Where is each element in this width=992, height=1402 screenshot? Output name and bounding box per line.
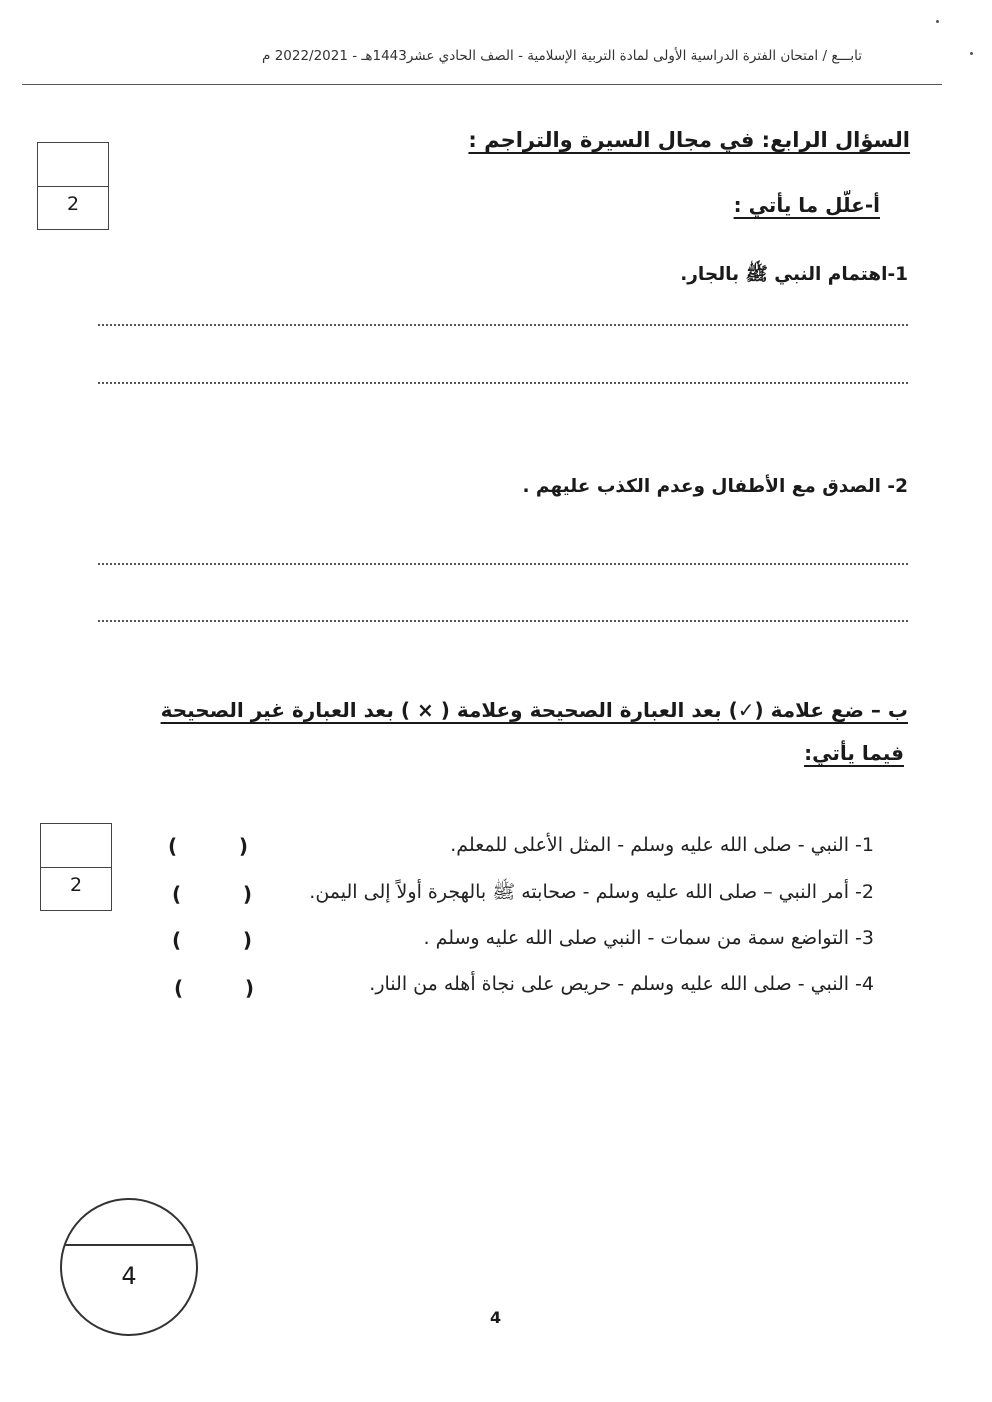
part-a-score: 2 (66, 193, 80, 215)
part-a-item-2: 2- الصدق مع الأطفال وعدم الكذب عليهم . (522, 476, 908, 497)
part-b-heading-continued: فيما يأتي: (804, 741, 904, 765)
answer-slot-1[interactable]: ( ) (168, 834, 248, 858)
score-circle-divider (62, 1244, 196, 1246)
part-b-heading: ب – ضع علامة (✓) بعد العبارة الصحيحة وعلامة ( × ) بعد العبارة غير الصحيحة (160, 698, 908, 722)
part-b-score-box (40, 823, 112, 911)
total-score: 4 (121, 1262, 137, 1290)
scan-speck (970, 52, 973, 55)
tf-statement-4: 4- النبي - صلى الله عليه وسلم - حريص على نجاة أهله من النار. (369, 973, 874, 995)
page-number: 4 (490, 1308, 502, 1327)
answer-slot-4[interactable]: ( ) (174, 976, 254, 1000)
scan-speck (936, 20, 939, 23)
answer-line-1a[interactable] (98, 324, 908, 326)
exam-header: تابـــع / امتحان الفترة الدراسية الأولى لمادة التربية الإسلامية - الصف الحادي عشر1443هـ - 2022/2021 م (262, 48, 862, 64)
score-box-divider (38, 186, 108, 187)
score-box-divider (41, 867, 111, 868)
answer-line-2a[interactable] (98, 563, 908, 565)
total-score-circle (60, 1198, 198, 1336)
tf-statement-3: 3- التواضع سمة من سمات - النبي صلى الله عليه وسلم . (423, 927, 874, 949)
part-a-heading: أ-علّل ما يأتي : (733, 193, 880, 217)
part-b-score: 2 (69, 874, 83, 896)
answer-slot-2[interactable]: ( ) (172, 882, 252, 906)
part-a-score-box (37, 142, 109, 230)
tf-statement-2: 2- أمر النبي – صلى الله عليه وسلم - صحابته ﷺ بالهجرة أولاً إلى اليمن. (309, 881, 874, 903)
header-divider (22, 84, 942, 85)
answer-line-2b[interactable] (98, 620, 908, 622)
part-a-item-1: 1-اهتمام النبي ﷺ بالجار. (680, 264, 908, 285)
answer-slot-3[interactable]: ( ) (172, 928, 252, 952)
tf-statement-1: 1- النبي - صلى الله عليه وسلم - المثل الأعلى للمعلم. (450, 834, 874, 856)
answer-line-1b[interactable] (98, 382, 908, 384)
question-title: السؤال الرابع: في مجال السيرة والتراجم : (468, 128, 910, 152)
